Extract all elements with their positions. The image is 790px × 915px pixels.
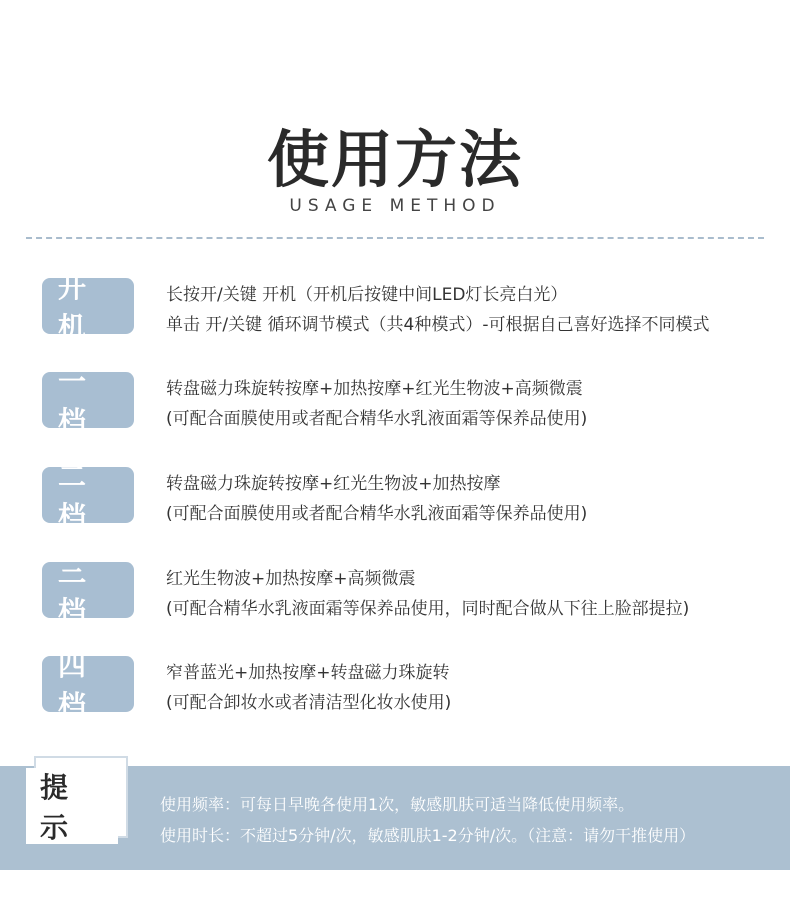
step-description: 窄普蓝光+加热按摩+转盘磁力珠旋转 [166, 663, 450, 683]
step-level-3 [0, 555, 790, 628]
page-subtitle: USAGE METHOD [289, 196, 501, 216]
tips-label: 提示 [26, 768, 118, 844]
tips-duration: 使用时长：不超过5分钟/次，敏感肌肤1-2分钟/次。（注意：请勿干推使用） [160, 826, 696, 845]
dashed-divider [26, 237, 764, 239]
step-level-4 [0, 649, 790, 722]
step-description: 长按开/关键 开机（开机后按键中间LED灯长亮白光） [166, 285, 568, 305]
step-badge: 二档 [42, 467, 134, 523]
step-badge: 三档 [42, 562, 134, 618]
step-note: (可配合精华水乳液面霜等保养品使用，同时配合做从下往上脸部提拉) [166, 599, 690, 619]
step-description: 转盘磁力珠旋转按摩+加热按摩+红光生物波+高频微震 [166, 379, 583, 399]
step-badge: 一档 [42, 372, 134, 428]
step-note: 单击 开/关键 循环调节模式（共4种模式）-可根据自己喜好选择不同模式 [166, 315, 710, 335]
step-level-2 [0, 460, 790, 533]
step-power-on [0, 271, 790, 344]
step-description: 转盘磁力珠旋转按摩+红光生物波+加热按摩 [166, 474, 501, 494]
step-note: (可配合面膜使用或者配合精华水乳液面霜等保养品使用) [166, 409, 588, 429]
step-note: (可配合面膜使用或者配合精华水乳液面霜等保养品使用) [166, 504, 588, 524]
step-badge: 开机 [42, 278, 134, 334]
step-badge: 四档 [42, 656, 134, 712]
page-title: 使用方法 [266, 123, 523, 196]
step-level-1 [0, 365, 790, 438]
tips-frequency: 使用频率：可每日早晚各使用1次，敏感肌肤可适当降低使用频率。 [160, 795, 635, 814]
step-note: (可配合卸妆水或者清洁型化妆水使用) [166, 693, 452, 713]
step-description: 红光生物波+加热按摩+高频微震 [166, 569, 416, 589]
